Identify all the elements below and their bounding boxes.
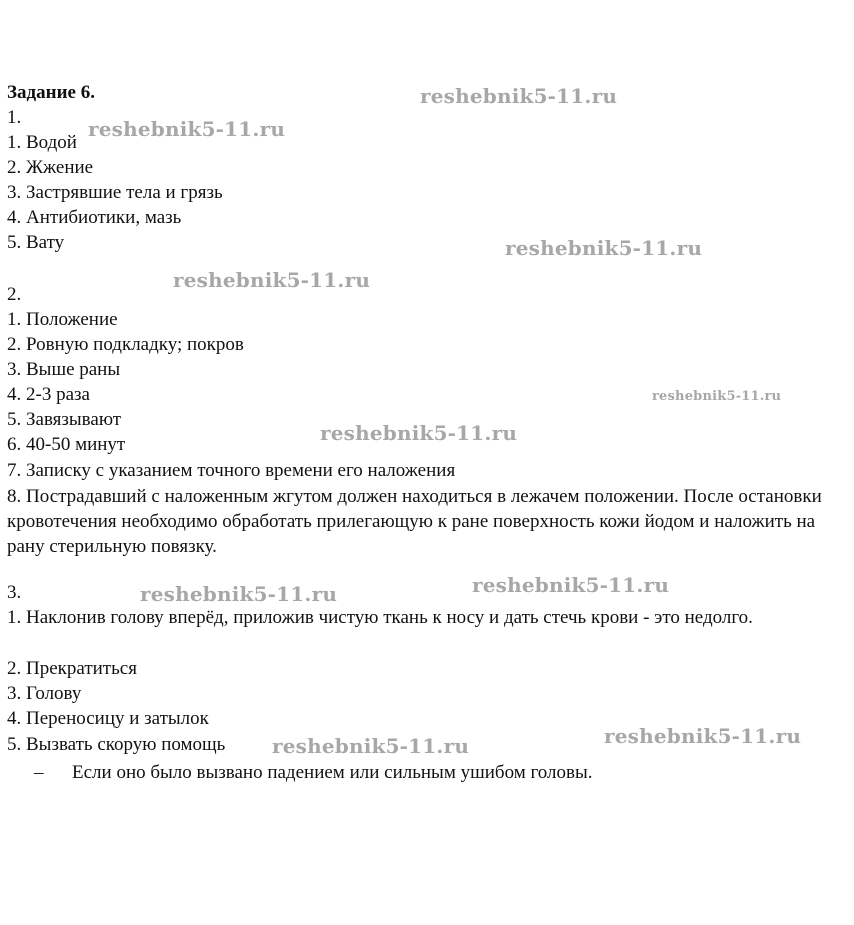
section-2-item-4: 4. 2-3 раза (7, 384, 90, 405)
section-3-dash-item (34, 760, 593, 785)
watermark: reshebnik5-11.ru (652, 389, 782, 404)
section-2-item-6: 6. 40-50 минут (7, 434, 126, 455)
section-3-item-1: 1. Наклонив голову вперёд, приложив чистую ткань к носу и дать стечь крови - это недолго. (7, 607, 753, 628)
section-1-item-5: 5. Вату (7, 232, 65, 253)
section-2-item-8: 8. Пострадавший с наложенным жгутом должен находиться в лежачем положении. После остановки кровотечения необходимо обработать прилегающую к ране поверхность кожи йодом и наложить на рану стерильную повязку. (7, 486, 822, 557)
section-1-item-2: 2. Жжение (7, 157, 94, 178)
dash-item-text: Если оно было вызвано падением или сильным ушибом головы. (72, 762, 593, 783)
task-heading: Задание 6. (7, 82, 95, 103)
section-3-number: 3. (7, 582, 22, 603)
section-3-item-2: 2. Прекратиться (7, 658, 137, 679)
watermark: reshebnik5-11.ru (420, 84, 618, 108)
watermark: reshebnik5-11.ru (320, 421, 518, 445)
watermark: reshebnik5-11.ru (140, 582, 338, 606)
section-2-item-2: 2. Ровную подкладку; покров (7, 334, 244, 355)
section-2-item-1: 1. Положение (7, 309, 118, 330)
section-1-number: 1. (7, 107, 22, 128)
section-3-item-4: 4. Переносицу и затылок (7, 708, 209, 729)
watermark: reshebnik5-11.ru (505, 236, 703, 260)
dash-bullet: – (34, 762, 44, 783)
section-3-item-3: 3. Голову (7, 683, 82, 704)
section-1-item-3: 3. Застрявшие тела и грязь (7, 182, 223, 203)
section-1-item-4: 4. Антибиотики, мазь (7, 207, 182, 228)
section-2-item-7: 7. Записку с указанием точного времени его наложения (7, 460, 456, 481)
section-3-item-5: 5. Вызвать скорую помощь (7, 734, 226, 755)
watermark: reshebnik5-11.ru (88, 117, 286, 141)
section-2-item-3: 3. Выше раны (7, 359, 121, 380)
watermark: reshebnik5-11.ru (472, 573, 670, 597)
section-2-number: 2. (7, 284, 22, 305)
watermark: reshebnik5-11.ru (272, 734, 470, 758)
watermark: reshebnik5-11.ru (173, 268, 371, 292)
section-1-item-1: 1. Водой (7, 132, 77, 153)
watermark: reshebnik5-11.ru (604, 724, 802, 748)
section-2-item-5: 5. Завязывают (7, 409, 122, 430)
